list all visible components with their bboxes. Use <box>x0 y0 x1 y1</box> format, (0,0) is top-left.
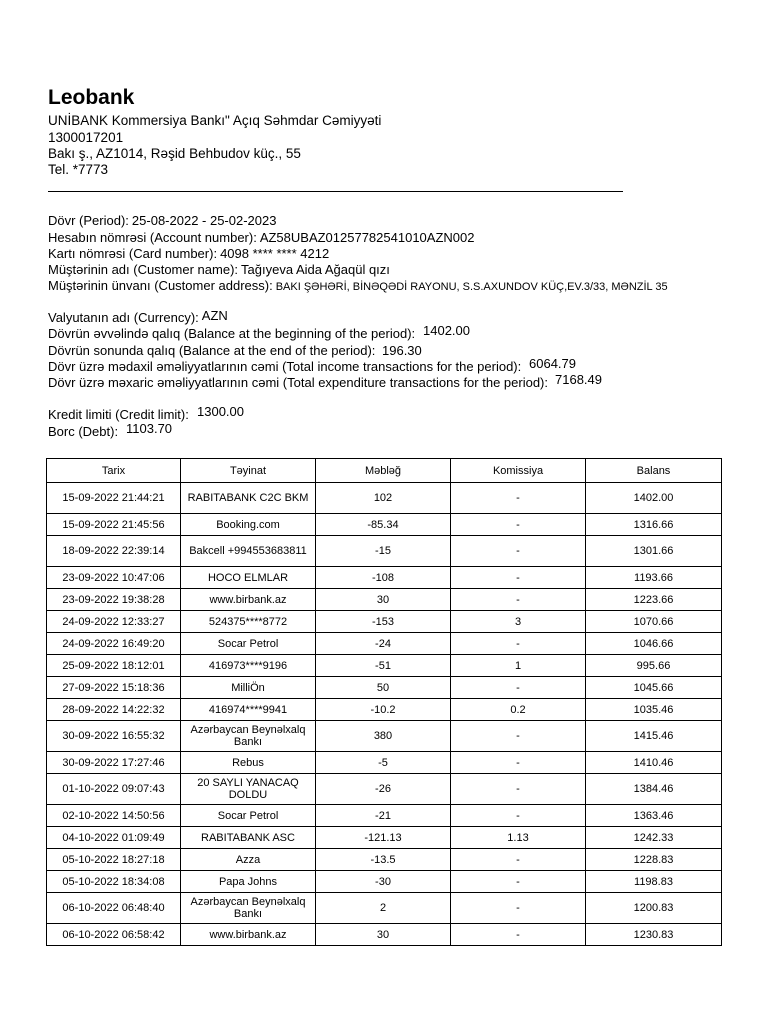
cell-commission: - <box>451 633 586 655</box>
credit-limit-line <box>48 404 348 422</box>
cell-balance: 1384.46 <box>586 774 722 805</box>
cell-amount: 30 <box>316 589 451 611</box>
cell-balance: 1301.66 <box>586 536 722 567</box>
cell-balance: 1410.46 <box>586 752 722 774</box>
begin-balance-label: Dövrün əvvəlində qalıq (Balance at the beginning of the period): <box>48 326 416 341</box>
cell-purpose: 20 SAYLI YANACAQ DOLDU <box>181 774 316 805</box>
cell-date: 30-09-2022 17:27:46 <box>47 752 181 774</box>
cell-balance: 1035.46 <box>586 699 722 721</box>
cell-balance: 1193.66 <box>586 567 722 589</box>
cell-date: 23-09-2022 19:38:28 <box>47 589 181 611</box>
customer-address-value: BAKI ŞƏHƏRİ, BİNƏQƏDİ RAYONU, S.S.AXUNDOV KÜÇ,EV.3/33, MƏNZİL 35 <box>275 281 668 293</box>
table-row <box>47 752 722 774</box>
income-label: Dövr üzrə mədaxil əməliyyatlarının cəmi (Total income transactions for the period): <box>48 359 522 374</box>
cell-date: 30-09-2022 16:55:32 <box>47 721 181 752</box>
cell-date: 24-09-2022 12:33:27 <box>47 611 181 633</box>
table-row <box>47 893 722 924</box>
cell-amount: -21 <box>316 805 451 827</box>
cell-purpose: Papa Johns <box>181 871 316 893</box>
column-header-commission: Komissiya <box>451 459 586 483</box>
account-line <box>48 230 474 245</box>
cell-purpose: Azərbaycan Beynəlxalq Bankı <box>181 721 316 752</box>
table-row <box>47 774 722 805</box>
table-row <box>47 611 722 633</box>
cell-amount: -153 <box>316 611 451 633</box>
cell-date: 15-09-2022 21:44:21 <box>47 483 181 514</box>
header-divider <box>48 191 623 192</box>
cell-amount: 102 <box>316 483 451 514</box>
table-row <box>47 567 722 589</box>
cell-date: 28-09-2022 14:22:32 <box>47 699 181 721</box>
credit-limit-value: 1300.00 <box>197 404 244 419</box>
customer-label: Müştərinin adı (Customer name): <box>48 262 239 277</box>
cell-purpose: Socar Petrol <box>181 633 316 655</box>
period-value: 25-08-2022 - 25-02-2023 <box>131 213 277 228</box>
table-row <box>47 514 722 536</box>
period-label: Dövr (Period): <box>48 213 129 228</box>
cell-purpose: 416974****9941 <box>181 699 316 721</box>
income-value: 6064.79 <box>529 356 576 371</box>
cell-purpose: RABITABANK ASC <box>181 827 316 849</box>
cell-balance: 1228.83 <box>586 849 722 871</box>
cell-amount: -5 <box>316 752 451 774</box>
cell-balance: 1230.83 <box>586 924 722 946</box>
cell-commission: - <box>451 924 586 946</box>
table-row <box>47 849 722 871</box>
currency-value: AZN <box>201 308 228 323</box>
customer-line <box>48 262 390 277</box>
account-value: AZ58UBAZ01257782541010AZN002 <box>259 230 475 245</box>
cell-amount: -108 <box>316 567 451 589</box>
cell-commission: 3 <box>451 611 586 633</box>
cell-purpose: Azərbaycan Beynəlxalq Bankı <box>181 893 316 924</box>
cell-purpose: MilliÖn <box>181 677 316 699</box>
expense-value: 7168.49 <box>555 372 602 387</box>
cell-amount: -10.2 <box>316 699 451 721</box>
cell-amount: -51 <box>316 655 451 677</box>
bank-address: Bakı ş., AZ1014, Rəşid Behbudov küç., 55 <box>48 146 301 161</box>
cell-amount: 30 <box>316 924 451 946</box>
cell-purpose: Rebus <box>181 752 316 774</box>
cell-purpose: 416973****9196 <box>181 655 316 677</box>
cell-purpose: HOCO ELMLAR <box>181 567 316 589</box>
cell-amount: -24 <box>316 633 451 655</box>
cell-amount: -30 <box>316 871 451 893</box>
begin-balance-line <box>48 323 708 341</box>
cell-amount: -26 <box>316 774 451 805</box>
table-row <box>47 633 722 655</box>
cell-balance: 1363.46 <box>586 805 722 827</box>
cell-purpose: Azza <box>181 849 316 871</box>
end-balance-value: 196.30 <box>382 343 422 358</box>
cell-commission: - <box>451 721 586 752</box>
card-value: 4098 **** **** 4212 <box>220 246 330 261</box>
table-row <box>47 536 722 567</box>
cell-commission: - <box>451 677 586 699</box>
column-header-purpose: Təyinat <box>181 459 316 483</box>
cell-commission: - <box>451 483 586 514</box>
tax-id: 1300017201 <box>48 130 124 145</box>
cell-purpose: Socar Petrol <box>181 805 316 827</box>
cell-commission: - <box>451 589 586 611</box>
card-line <box>48 246 329 261</box>
cell-balance: 1415.46 <box>586 721 722 752</box>
cell-commission: - <box>451 871 586 893</box>
table-row <box>47 699 722 721</box>
bank-phone: Tel. *7773 <box>48 162 109 177</box>
cell-amount: -15 <box>316 536 451 567</box>
column-header-balance: Balans <box>586 459 722 483</box>
cell-commission: - <box>451 849 586 871</box>
cell-date: 15-09-2022 21:45:56 <box>47 514 181 536</box>
end-balance-line <box>48 343 708 358</box>
table-header-row <box>47 459 722 483</box>
expense-label: Dövr üzrə məxaric əməliyyatlarının cəmi (Total expenditure transactions for the period): <box>48 375 548 390</box>
cell-commission: - <box>451 536 586 567</box>
customer-value: Tağıyeva Aida Ağaqül qızı <box>241 262 390 277</box>
cell-balance: 1316.66 <box>586 514 722 536</box>
cell-commission: 1 <box>451 655 586 677</box>
period-line <box>48 213 276 228</box>
currency-line <box>48 310 228 325</box>
cell-date: 25-09-2022 18:12:01 <box>47 655 181 677</box>
table-row <box>47 589 722 611</box>
credit-limit-label: Kredit limiti (Credit limit): <box>48 407 189 422</box>
customer-address-label: Müştərinin ünvanı (Customer address): <box>48 278 273 293</box>
cell-purpose: RABITABANK C2C BKM <box>181 483 316 514</box>
column-header-amount: Məbləğ <box>316 459 451 483</box>
transactions-table <box>46 458 722 946</box>
expense-line <box>48 372 708 390</box>
cell-date: 24-09-2022 16:49:20 <box>47 633 181 655</box>
cell-balance: 1070.66 <box>586 611 722 633</box>
transactions-body <box>47 483 722 946</box>
cell-date: 02-10-2022 14:50:56 <box>47 805 181 827</box>
end-balance-label: Dövrün sonunda qalıq (Balance at the end of the period): <box>48 343 376 358</box>
cell-amount: 50 <box>316 677 451 699</box>
cell-purpose: www.birbank.az <box>181 924 316 946</box>
table-row <box>47 805 722 827</box>
cell-balance: 1198.83 <box>586 871 722 893</box>
cell-balance: 1402.00 <box>586 483 722 514</box>
table-row <box>47 827 722 849</box>
cell-balance: 995.66 <box>586 655 722 677</box>
cell-date: 23-09-2022 10:47:06 <box>47 567 181 589</box>
legal-name: UNİBANK Kommersiya Bankı" Açıq Səhmdar Cəmiyyəti <box>48 113 382 128</box>
table-row <box>47 483 722 514</box>
cell-balance: 1242.33 <box>586 827 722 849</box>
cell-balance: 1045.66 <box>586 677 722 699</box>
cell-amount: -85.34 <box>316 514 451 536</box>
cell-amount: -121.13 <box>316 827 451 849</box>
cell-commission: 0.2 <box>451 699 586 721</box>
cell-date: 18-09-2022 22:39:14 <box>47 536 181 567</box>
card-label: Kartı nömrəsi (Card number): <box>48 246 218 261</box>
customer-address-line <box>48 278 668 293</box>
cell-date: 27-09-2022 15:18:36 <box>47 677 181 699</box>
debt-line <box>48 421 348 439</box>
cell-commission: - <box>451 514 586 536</box>
table-row <box>47 655 722 677</box>
cell-purpose: Booking.com <box>181 514 316 536</box>
cell-date: 01-10-2022 09:07:43 <box>47 774 181 805</box>
cell-commission: - <box>451 567 586 589</box>
cell-purpose: Bakcell +994553683811 <box>181 536 316 567</box>
currency-label: Valyutanın adı (Currency): <box>48 310 199 325</box>
table-row <box>47 677 722 699</box>
cell-date: 04-10-2022 01:09:49 <box>47 827 181 849</box>
table-row <box>47 721 722 752</box>
cell-date: 05-10-2022 18:34:08 <box>47 871 181 893</box>
cell-commission: - <box>451 752 586 774</box>
cell-amount: 380 <box>316 721 451 752</box>
cell-commission: - <box>451 893 586 924</box>
table-row <box>47 924 722 946</box>
cell-balance: 1223.66 <box>586 589 722 611</box>
cell-amount: -13.5 <box>316 849 451 871</box>
cell-date: 06-10-2022 06:48:40 <box>47 893 181 924</box>
cell-date: 06-10-2022 06:58:42 <box>47 924 181 946</box>
table-row <box>47 871 722 893</box>
bank-name: Leobank <box>48 86 135 109</box>
cell-commission: - <box>451 774 586 805</box>
cell-balance: 1200.83 <box>586 893 722 924</box>
cell-commission: - <box>451 805 586 827</box>
cell-date: 05-10-2022 18:27:18 <box>47 849 181 871</box>
income-line <box>48 356 708 374</box>
account-label: Hesabın nömrəsi (Account number): <box>48 230 257 245</box>
debt-label: Borc (Debt): <box>48 424 119 439</box>
debt-value: 1103.70 <box>126 421 173 436</box>
cell-purpose: www.birbank.az <box>181 589 316 611</box>
cell-amount: 2 <box>316 893 451 924</box>
begin-balance-value: 1402.00 <box>423 323 470 338</box>
cell-commission: 1.13 <box>451 827 586 849</box>
cell-purpose: 524375****8772 <box>181 611 316 633</box>
cell-balance: 1046.66 <box>586 633 722 655</box>
column-header-date: Tarix <box>47 459 181 483</box>
